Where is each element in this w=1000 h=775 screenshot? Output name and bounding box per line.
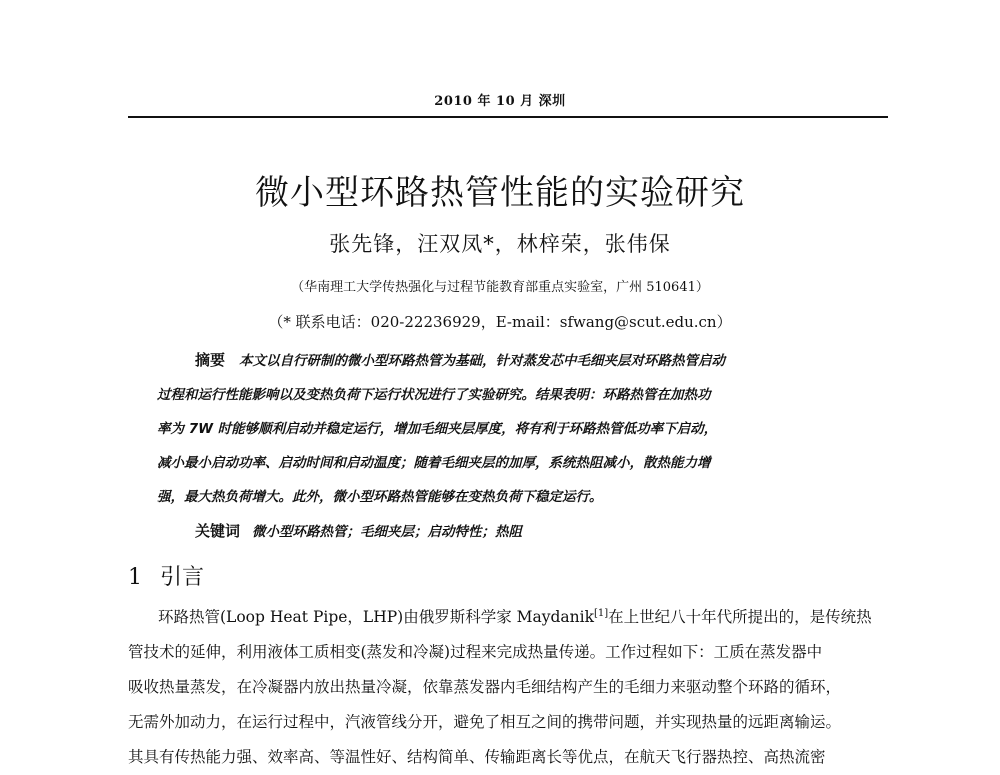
- keywords-label: 关键词: [195, 522, 241, 540]
- body-text-segment: 环路热管(Loop Heat Pipe，LHP)由俄罗斯科学家 Maydanik: [158, 608, 594, 626]
- body-line: [128, 600, 888, 635]
- body-text-segment: 在上世纪八十年代所提出的，是传统热: [608, 608, 872, 626]
- author-list: 张先锋，汪双凤*，林梓荣，张伟保: [329, 232, 671, 256]
- abstract-line: [157, 343, 857, 378]
- body-line: 无需外加动力，在运行过程中，汽液管线分开，避免了相互之间的携带问题，并实现热量的远距离输运。: [128, 713, 842, 731]
- abstract-label: 摘要: [195, 351, 226, 369]
- section-title: 引言: [160, 565, 205, 590]
- abstract-line: 减小最小启动功率、启动时间和启动温度；随着毛细夹层的加厚，系统热阻减小，散热能力增: [157, 455, 711, 471]
- affiliation: （华南理工大学传热强化与过程节能教育部重点实验室，广州 510641）: [291, 280, 709, 295]
- abstract-text: 本文以自行研制的微小型环路热管为基础，针对蒸发芯中毛细夹层对环路热管启动: [239, 353, 726, 369]
- citation-ref: [1]: [594, 607, 609, 619]
- abstract-line: 率为 7W 时能够顺利启动并稳定运行，增加毛细夹层厚度，将有利于环路热管低功率下启动，: [157, 421, 718, 437]
- abstract-line: 强，最大热负荷增大。此外，微小型环路热管能够在变热负荷下稳定运行。: [157, 489, 603, 505]
- contact-info: （* 联系电话：020-22236929，E-mail：sfwang@scut.edu.cn）: [268, 313, 732, 331]
- keywords-text: 微小型环路热管；毛细夹层；启动特性；热阻: [252, 524, 523, 540]
- section-number: 1: [128, 565, 142, 590]
- running-header: 2010 年 10 月 深圳: [434, 94, 566, 109]
- body-line: 其具有传热能力强、效率高、等温性好、结构简单、传输距离长等优点，在航天飞行器热控、高热流密: [128, 748, 826, 766]
- keywords-block: [195, 520, 522, 541]
- paper-title: 微小型环路热管性能的实验研究: [255, 173, 745, 213]
- abstract-line: 过程和运行性能影响以及变热负荷下运行状况进行了实验研究。结果表明：环路热管在加热功: [157, 387, 711, 403]
- body-line: 管技术的延伸，利用液体工质相变(蒸发和冷凝)过程来完成热量传递。工作过程如下：工质在蒸发器中: [128, 643, 823, 661]
- abstract-block: [157, 343, 857, 514]
- header-rule: [128, 116, 888, 118]
- body-paragraph: [128, 600, 888, 775]
- body-line: 吸收热量蒸发，在冷凝器内放出热量冷凝，依靠蒸发器内毛细结构产生的毛细力来驱动整个环路的循环，: [128, 678, 842, 696]
- section-heading: [128, 560, 204, 591]
